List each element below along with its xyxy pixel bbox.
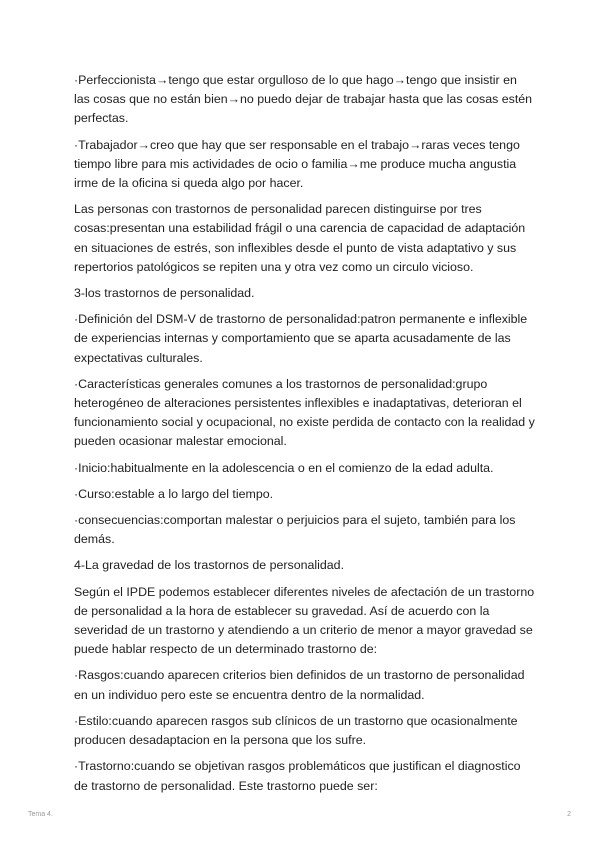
paragraph-trabajador: ·Trabajador→creo que hay que ser responsable en el trabajo→raras veces tengo tiempo libre para mis actividades de ocio o familia→me produce mucha angustia irme de la oficina si queda algo por hacer. (74, 137, 520, 191)
paragraph-inicio: ·Inicio:habitualmente en la adolescencia o en el comienzo de la edad adulta. (74, 460, 494, 475)
paragraph-trastorno: ·Trastorno:cuando se objetivan rasgos problemáticos que justifican el diagnostico de trastorno de personalidad. Este trastorno puede ser: (74, 759, 521, 793)
paragraph-rasgos: ·Rasgos:cuando aparecen criterios bien definidos de un trastorno de personalidad en un individuo pero este se encuentra dentro de la normalidad. (74, 668, 525, 702)
paragraph-curso: ·Curso:estable a lo largo del tiempo. (74, 486, 274, 501)
section-heading-4: 4-La gravedad de los trastornos de personalidad. (74, 558, 345, 573)
paragraph-estilo: ·Estilo:cuando aparecen rasgos sub clínicos de un trastorno que ocasionalmente producen desadaptacion en la persona que los sufre. (74, 713, 518, 748)
paragraph-personas-trastornos: Las personas con trastornos de personalidad parecen distinguirse por tres cosas:presentan una estabilidad frágil o una carencia de capacidad de adaptación en situaciones de estrés, son inflexibles desde el punto de vista adaptativo y sus repertorios patológicos se repiten una y otra vez como un circulo vicioso. (74, 202, 526, 274)
section-heading-3: 3-los trastornos de personalidad. (74, 286, 255, 301)
paragraph-consecuencias: ·consecuencias:comportan malestar o perjuicios para el sujeto, también para los demás. (74, 513, 516, 547)
document-body (74, 71, 536, 803)
paragraph-perfeccionista: ·Perfeccionista→tengo que estar orgulloso de lo que hago→tengo que insistir en las cosas que no están bien→no puedo dejar de trabajar hasta que las cosas estén perfectas. (74, 73, 533, 126)
paragraph-definicion-dsm: ·Definición del DSM-V de trastorno de personalidad:patron permanente e inflexible de experiencias internas y comportamiento que se aparta acusadamente de las expectativas culturales. (74, 312, 528, 365)
paragraph-caracteristicas: ·Características generales comunes a los trastornos de personalidad:grupo heterogéneo de alteraciones persistentes inflexibles e inadaptativas, deterioran el funcionamiento social y ocupacional, no existe perdida de contacto con la realidad y pueden ocasionar malestar emocional. (74, 376, 535, 449)
paragraph-ipde: Según el IPDE podemos establecer diferentes niveles de afectación de un trastorno de personalidad a la hora de establecer su gravedad. Así de acuerdo con la severidad de un trastorno y atendiendo a un criterio de menor a mayor gravedad se puede hablar respecto de un determinado trastorno de: (74, 584, 535, 657)
page-number: 2 (567, 811, 571, 818)
footer-label: Tema 4. (28, 811, 53, 818)
